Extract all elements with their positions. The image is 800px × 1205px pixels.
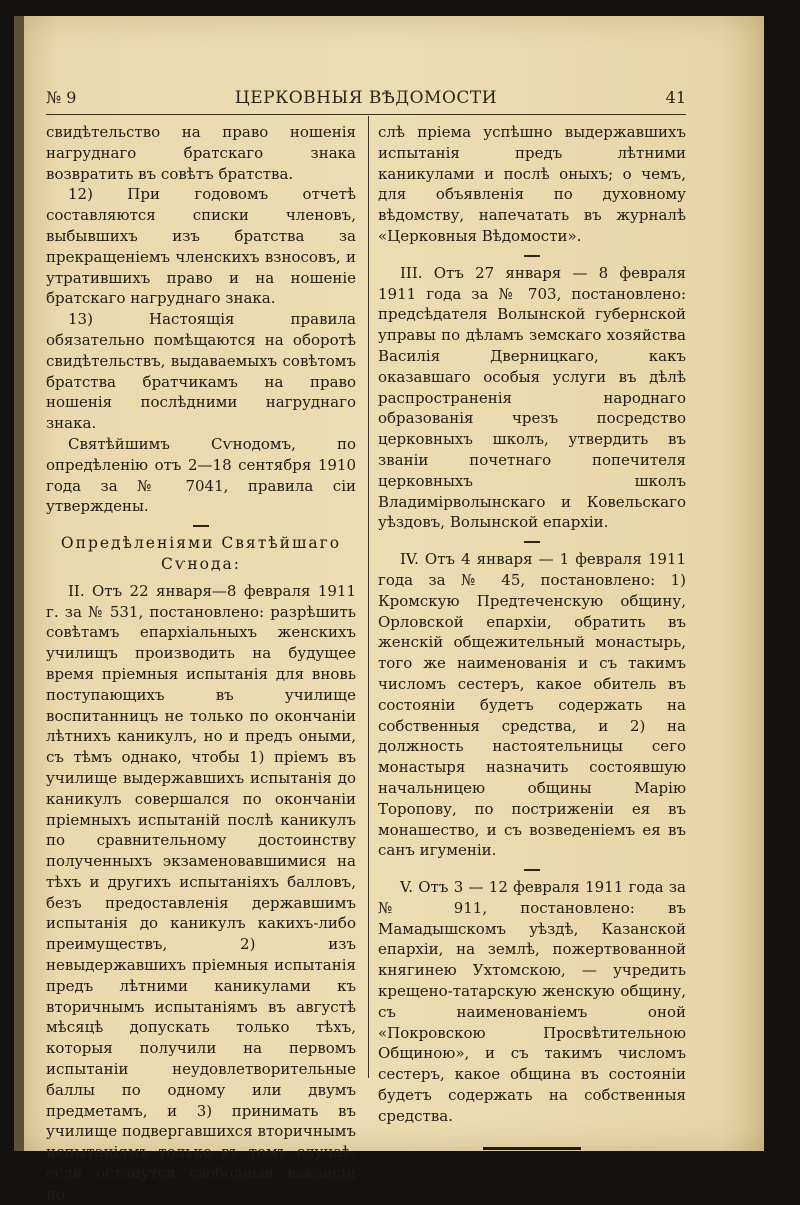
section-title: Опредѣленіями Святѣйшаго Сѵнода: — [60, 534, 342, 573]
paragraph-approval: Святѣйшимъ Сѵнодомъ, по опредѣленію отъ 2—18 сентября 1910 года за № 7041, правила сіи утверждены. — [46, 434, 356, 516]
section-separator — [524, 541, 540, 543]
left-column — [46, 122, 356, 1205]
paragraph-rule-12: 12) При годовомъ отчетѣ составляются списки членовъ, выбывшихъ изъ братства за прекращеніемъ членскихъ взносовъ, и утратившихъ право и на ношеніе братскаго нагруднаго знака. — [46, 185, 356, 308]
page-binding — [14, 16, 24, 1151]
end-rule — [483, 1147, 581, 1150]
paragraph-rule-13: 13) Настоящія правила обязательно помѣщаются на оборотѣ свидѣтельствъ, выдаваемыхъ совѣтомъ братства братчикамъ на право ношенія послѣдними нагруднаго знака. — [46, 310, 356, 433]
journal-title: ЦЕРКОВНЫЯ ВѢДОМОСТИ — [234, 88, 498, 108]
right-column — [378, 122, 686, 1150]
section-separator — [524, 255, 540, 257]
paragraph-continued: свидѣтельство на право ношенія нагруднаго братскаго знака возвратить въ совѣтъ братства. — [46, 123, 356, 183]
section-separator — [193, 525, 209, 527]
page-header — [46, 84, 686, 115]
page-number: 41 — [665, 88, 686, 107]
paragraph-decision-v: V. Отъ 3 — 12 февраля 1911 года за № 911, постановлено: въ Мамадышскомъ уѣздѣ, Казанской епархіи, на землѣ, пожертвованной княгинею Ухтомскою, — учредить крещено-татарскую женскую общину, съ наименованіемъ оной «Покровскою Просвѣтительною Общиною», и съ такимъ числомъ сестеръ, какое община въ состояніи будетъ содержать на собственныя средства. — [378, 878, 686, 1125]
paragraph-decision-ii: II. Отъ 22 января—8 февраля 1911 г. за № 531, постановлено: разрѣшить совѣтамъ епархіальныхъ женскихъ училищъ производить на будущее время пріемныя испытанія для вновь поступающихъ въ училище воспитанницъ не только по окончаніи лѣтнихъ каникулъ, но и предъ оными, съ тѣмъ однако, чтобы 1) пріемъ въ училище выдержавшихъ испытанія до каникулъ совершался по окончаніи пріемныхъ испытаній послѣ каникулъ по сравнительному достоинству полученныхъ экзаменовавшимися на тѣхъ и другихъ испытаніяхъ балловъ, безъ предоставленія державшимъ испытанія до каникулъ какихъ-либо преимуществъ, 2) изъ невыдержавшихъ пріемныя испытанія предъ лѣтними каникулами къ вторичнымъ испытаніямъ въ августѣ мѣсяцѣ допускать только тѣхъ, которыя получили на первомъ испытаніи неудовлетворительные баллы по одному или двумъ предметамъ, и 3) принимать въ училище подвергавшихся вторичнымъ испытаніямъ только въ томъ случаѣ, если останутся свободныя вакансіи по- — [46, 581, 356, 1203]
paragraph-continued: слѣ пріема успѣшно выдержавшихъ испытанія предъ лѣтними каникулами и послѣ оныхъ; о чемъ, для объявленія по духовному вѣдомству, напечатать въ журналѣ «Церковныя Вѣдомости». — [378, 123, 686, 245]
paragraph-decision-iv: IV. Отъ 4 января — 1 февраля 1911 года за № 45, постановлено: 1) Кромскую Предтеченскую общину, Орловской епархіи, обратить въ женскій общежительный монастырь, того же наименованія и съ такимъ числомъ сестеръ, какое обитель въ состояніи будетъ содержать на собственныя средства, и 2) на должность настоятельницы сего монастыря назначить состоявшую начальницею общины Марію Торопову, по постриженіи ея въ монашество, и съ возведеніемъ ея въ санъ игуменіи. — [378, 550, 686, 860]
column-divider — [368, 116, 369, 1078]
paragraph-decision-iii: III. Отъ 27 января — 8 февраля 1911 года за № 703, постановлено: предсѣдателя Волынской губернской управы по дѣламъ земскаго хозяйства Василія Дверницкаго, какъ оказавшаго особыя услуги въ дѣлѣ распространенія народнаго образованія чрезъ посредство церковныхъ школъ, утвердить въ званіи почетнаго попечителя церковныхъ школъ Владимірволынскаго и Ковельскаго уѣздовъ, Волынской епархіи. — [378, 263, 686, 532]
issue-number: № 9 — [46, 88, 77, 107]
section-separator — [524, 869, 540, 871]
